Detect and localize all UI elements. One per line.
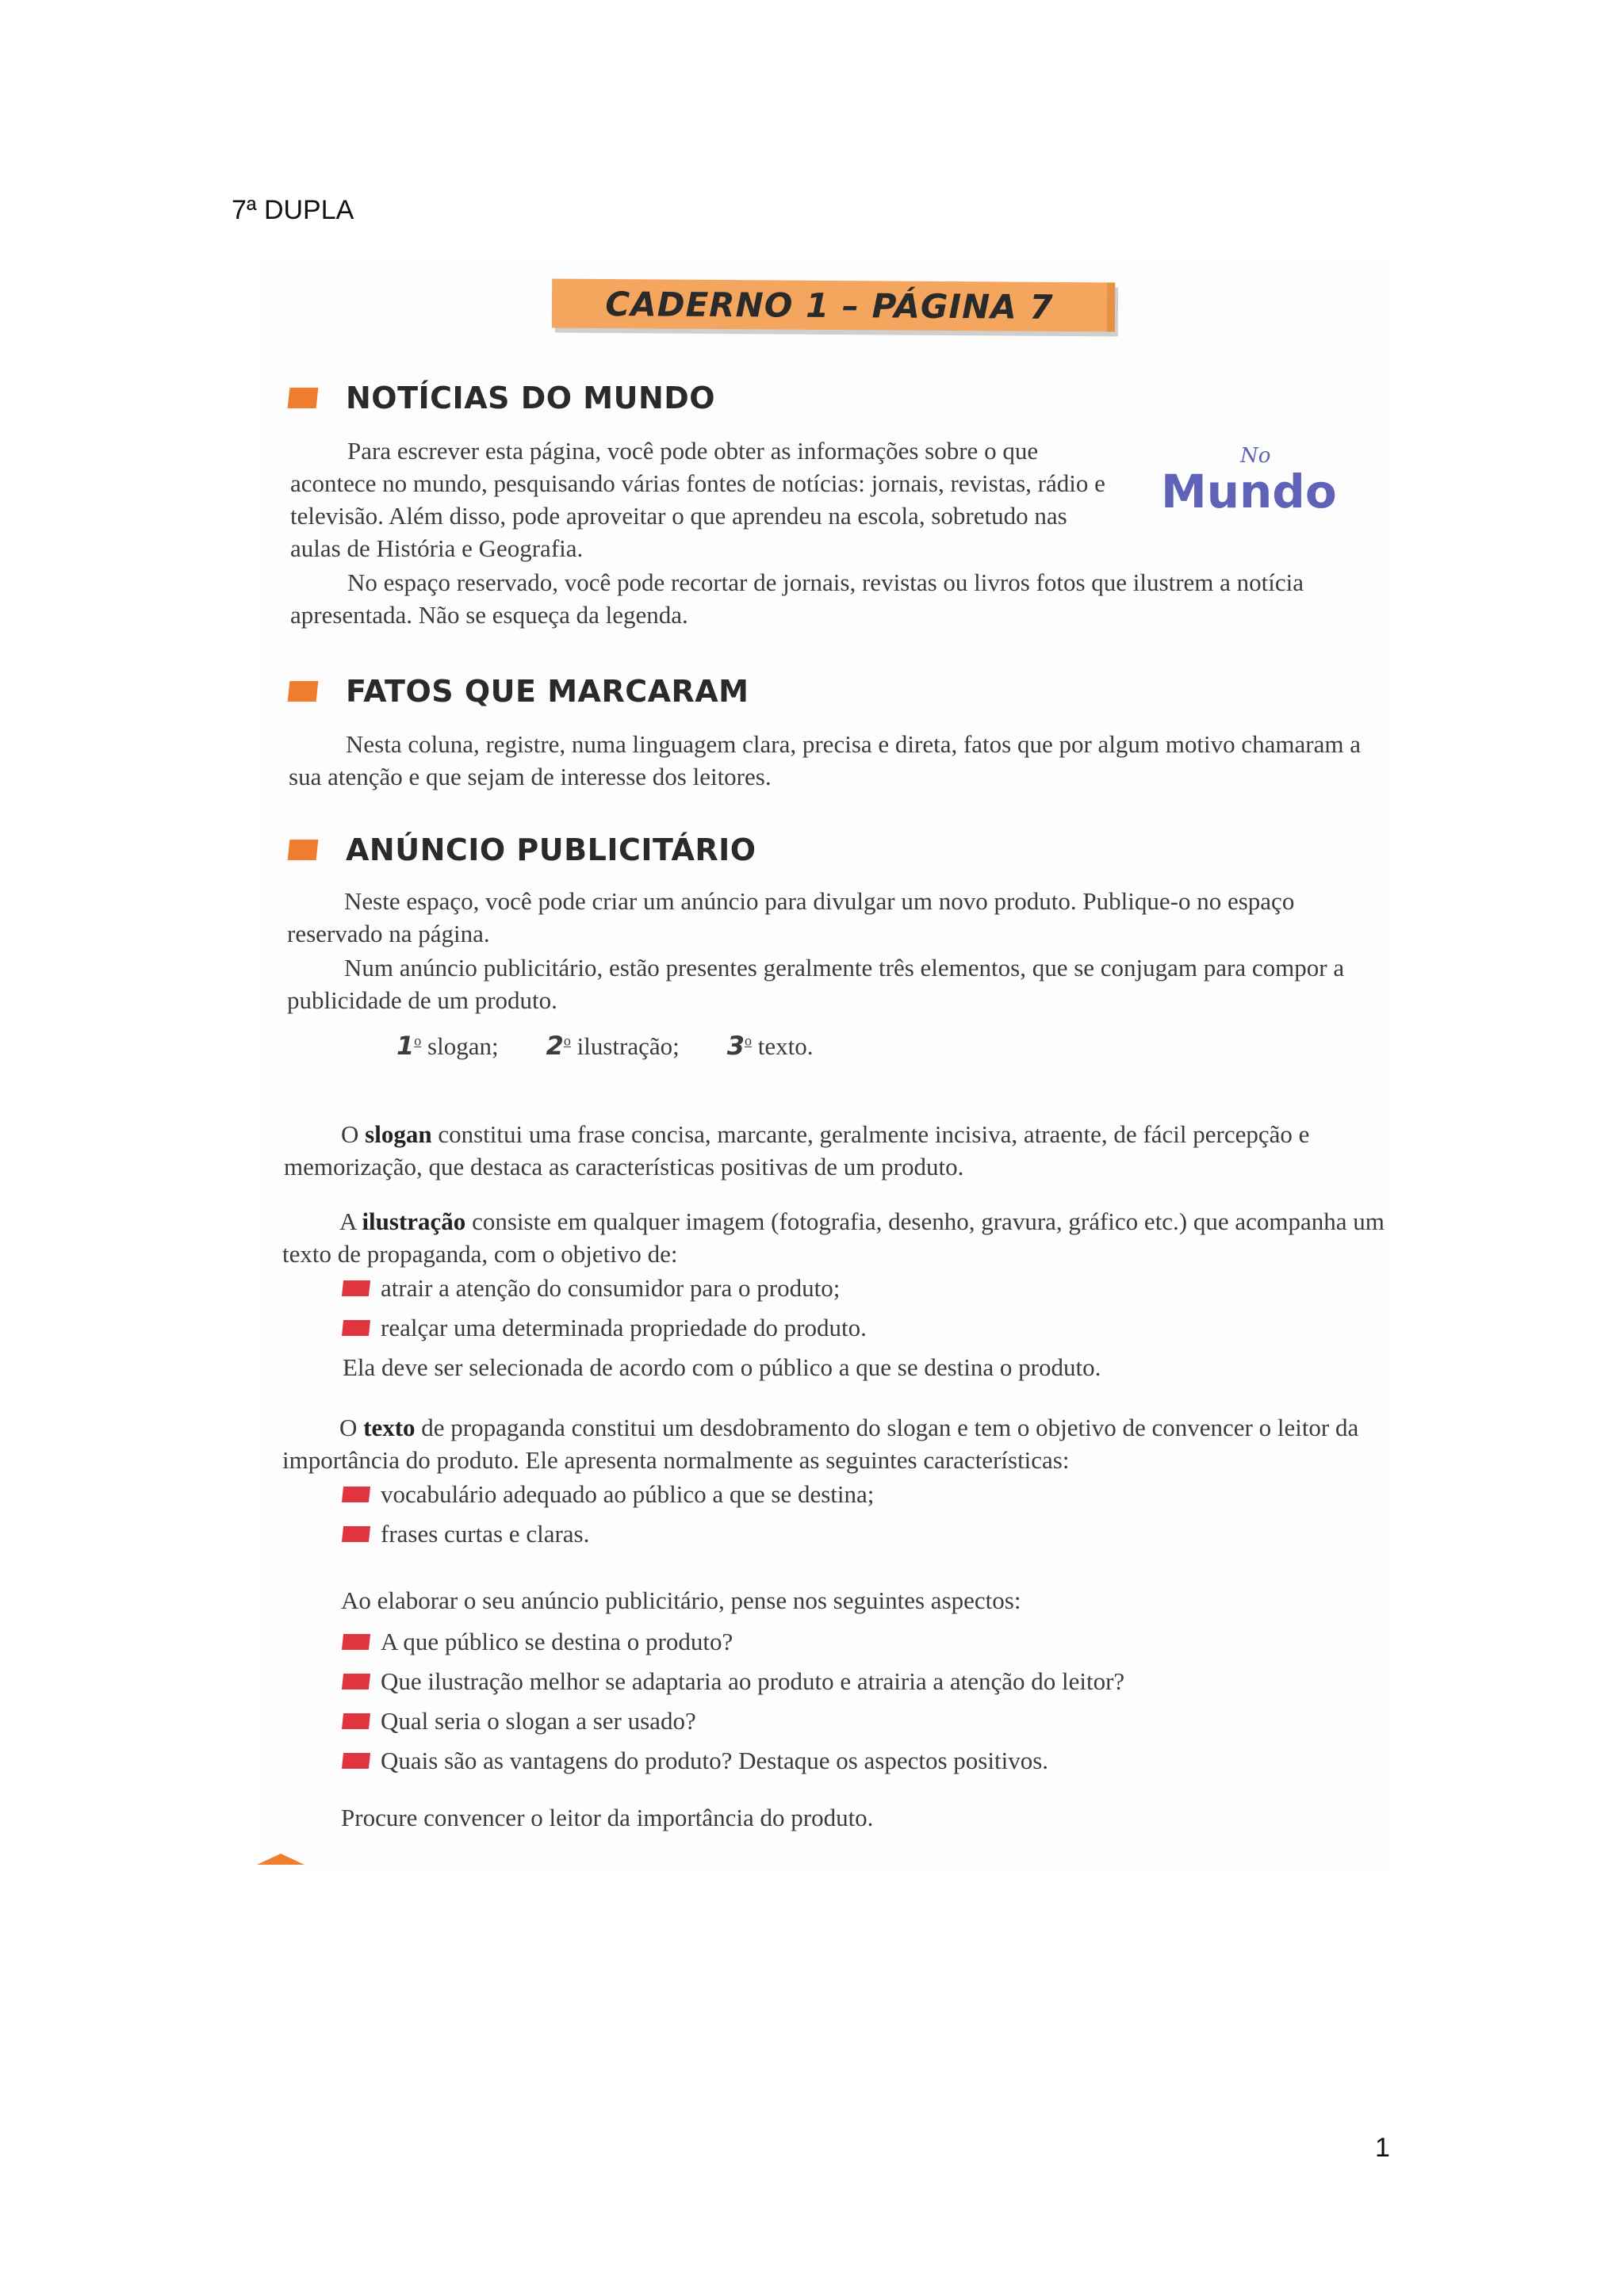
page-banner (552, 279, 1115, 332)
anuncio-paragraph-1: Neste espaço, você pode criar um anúncio para divulgar um novo produto. Publique-o no espaço reservado na página. (287, 887, 1295, 947)
section-marker-icon (288, 388, 319, 408)
logo-mundo-text: Mundo (1161, 465, 1337, 519)
aspectos-bullet-list (343, 1622, 1124, 1781)
bullet-marker-icon (342, 1674, 370, 1689)
section-title: ANÚNCIO PUBLICITÁRIO (346, 832, 756, 867)
bullet-marker-icon (342, 1713, 370, 1729)
section-marker-icon (288, 681, 319, 702)
section-title: FATOS QUE MARCARAM (346, 674, 749, 709)
list-item: Qual seria o slogan a ser usado? (343, 1701, 1124, 1741)
list-item: Quais são as vantagens do produto? Destaque os aspectos positivos. (343, 1741, 1124, 1781)
closing-sentence: Procure convencer o leitor da importância do produto. (341, 1804, 874, 1831)
no-mundo-logo (1161, 444, 1335, 531)
banner-title: CADERNO 1 – PÁGINA 7 (605, 284, 1054, 327)
section-heading-noticias (289, 381, 715, 415)
logo-no-text: No (1240, 444, 1271, 468)
noticias-paragraph-1: Para escrever esta página, você pode obter as informações sobre o que acontece no mundo, pesquisando várias fontes de notícias: jornais, revistas, rádio e televisão. Além disso, pode aproveitar o que aprendeu na escola, sobretudo nas aulas de História e Geografia. (290, 437, 1105, 562)
list-item: A que público se destina o produto? (343, 1622, 1124, 1662)
ad-element: 1$^o$ slogan; (396, 1031, 499, 1061)
list-item: Que ilustração melhor se adaptaria ao produto e atrairia a atenção do leitor? (343, 1662, 1124, 1701)
bullet-marker-icon (342, 1753, 370, 1769)
ad-elements-list (396, 1031, 813, 1061)
section-marker-icon (288, 840, 319, 860)
bullet-marker-icon (342, 1526, 370, 1542)
header-label: 7ª DUPLA (232, 195, 354, 225)
ilustracao-after: Ela deve ser selecionada de acordo com o público a que se destina o produto. (343, 1353, 1101, 1381)
ilustracao-paragraph: A ilustração consiste em qualquer imagem (fotografia, desenho, gravura, gráfico etc.) que acompanha um texto de propaganda, com o objetivo de: (282, 1207, 1385, 1268)
bullet-marker-icon (342, 1280, 370, 1296)
slogan-paragraph: O slogan constitui uma frase concisa, marcante, geralmente incisiva, atraente, de fácil percepção e memorização, que destaca as características positivas de um produto. (284, 1120, 1310, 1181)
ilustracao-bullet-list (343, 1269, 867, 1348)
texto-bullet-list (343, 1475, 874, 1554)
list-item: frases curtas e claras. (343, 1514, 874, 1554)
list-item: vocabulário adequado ao público a que se destina; (343, 1475, 874, 1514)
bullet-marker-icon (342, 1487, 370, 1502)
bullet-marker-icon (342, 1320, 370, 1336)
bullet-marker-icon (342, 1634, 370, 1650)
texto-paragraph: O texto de propaganda constitui um desdobramento do slogan e tem o objetivo de convencer o leitor da importância do produto. Ele apresenta normalmente as seguintes características: (282, 1414, 1359, 1474)
aspectos-intro: Ao elaborar o seu anúncio publicitário, pense nos seguintes aspectos: (341, 1586, 1021, 1614)
page-corner-marker-icon (257, 1854, 304, 1865)
section-heading-anuncio (289, 832, 756, 867)
noticias-paragraph-2: No espaço reservado, você pode recortar de jornais, revistas ou livros fotos que ilustrem a notícia apresentada. Não se esqueça da legenda. (290, 568, 1304, 629)
list-item: realçar uma determinada propriedade do produto. (343, 1308, 867, 1348)
page-number: 1 (1375, 2133, 1390, 2163)
list-item: atrair a atenção do consumidor para o produto; (343, 1269, 867, 1308)
section-title: NOTÍCIAS DO MUNDO (346, 381, 716, 415)
ad-element: 3$^o$ texto. (726, 1031, 814, 1061)
anuncio-paragraph-2: Num anúncio publicitário, estão presentes geralmente três elementos, que se conjugam para compor a publicidade de um produto. (287, 954, 1345, 1014)
fatos-paragraph: Nesta coluna, registre, numa linguagem clara, precisa e direta, fatos que por algum motivo chamaram a sua atenção e que sejam de interesse dos leitores. (289, 730, 1361, 790)
scanned-page (262, 262, 1388, 1871)
ad-element: 2$^o$ ilustração; (546, 1031, 680, 1061)
section-heading-fatos (289, 674, 749, 709)
